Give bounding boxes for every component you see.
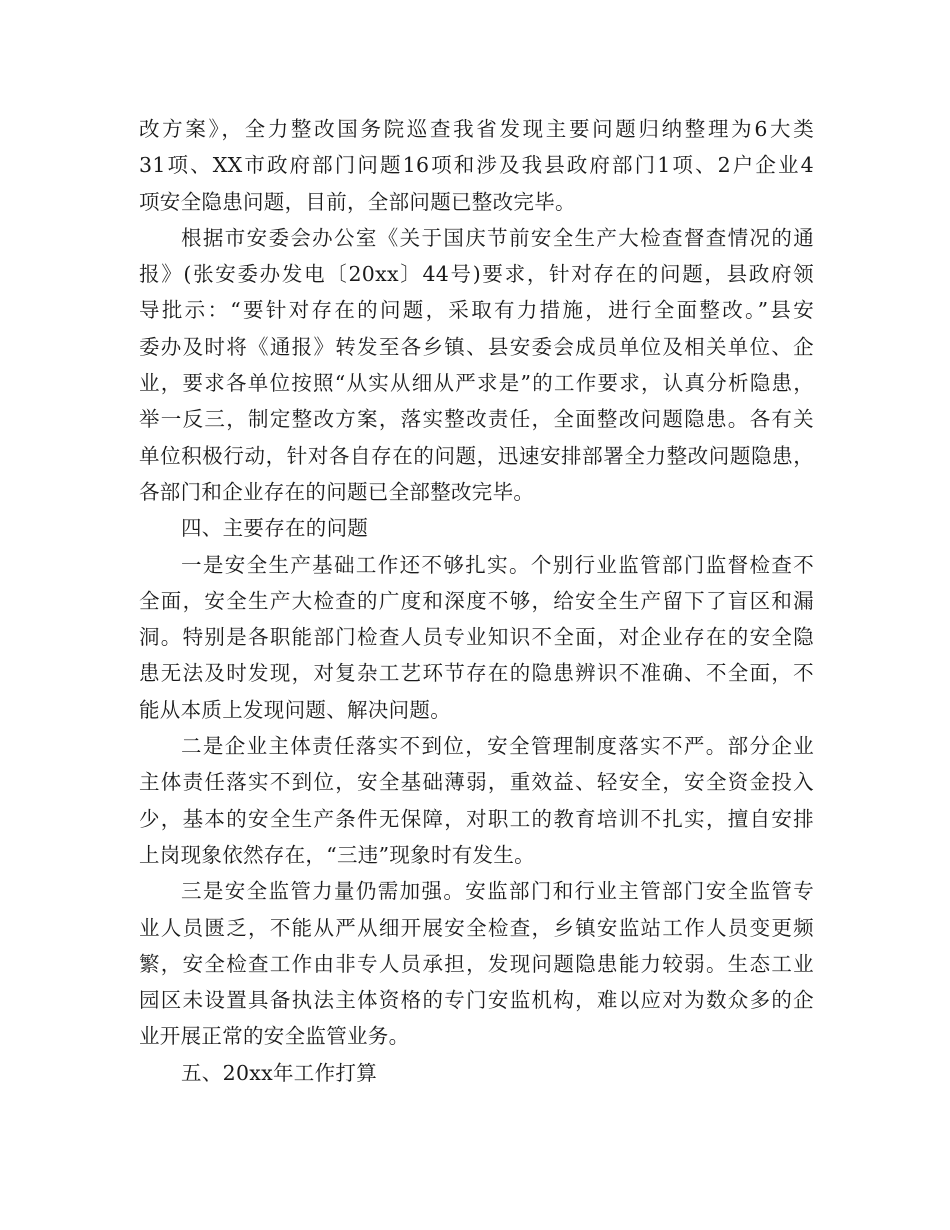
text-line-17: 能从本质上发现问题、解决问题。 <box>139 697 451 722</box>
text-line-20: 少，基本的安全生产条件无保障，对职工的教育培训不扎实，擅自安排 <box>139 806 814 831</box>
text-line-10: 单位积极行动，针对各自存在的问题，迅速安排部署全力整改问题隐患， <box>139 443 814 468</box>
text-line-7: 委办及时将《通报》转发至各乡镇、县安委会成员单位及相关单位、企 <box>139 334 814 359</box>
text-line-5: 报》(张安委办发电〔20xx〕44号)要求，针对存在的问题，县政府领 <box>139 262 814 287</box>
text-line-11: 各部门和企业存在的问题已全部整改完毕。 <box>139 479 535 504</box>
section-heading-5: 五、20xx年工作打算 <box>181 1060 378 1085</box>
text-line-21: 上岗现象依然存在，“三违”现象时有发生。 <box>139 842 535 867</box>
text-line-1: 改方案》，全力整改国务院巡查我省发现主要问题归纳整理为6大类 <box>139 117 814 141</box>
paragraph-start-issue-2: 二是企业主体责任落实不到位，安全管理制度落实不严。部分企业 <box>181 734 814 759</box>
document-page <box>139 111 814 1091</box>
text-line-15: 洞。特别是各职能部门检查人员专业知识不全面，对企业存在的安全隐 <box>139 625 814 650</box>
text-line-24: 繁，安全检查工作由非专人员承担，发现问题隐患能力较弱。生态工业 <box>139 951 814 976</box>
text-line-25: 园区未设置具备执法主体资格的专门安监机构，难以应对为数众多的企 <box>139 988 814 1013</box>
text-line-3: 项安全隐患问题，目前，全部问题已整改完毕。 <box>139 189 576 214</box>
text-line-19: 主体责任落实不到位，安全基础薄弱，重效益、轻安全，安全资金投入 <box>139 770 814 795</box>
text-line-26: 业开展正常的安全监管业务。 <box>139 1024 410 1049</box>
text-line-2: 31项、XX市政府部门问题16项和涉及我县政府部门1项、2户企业4 <box>139 153 814 178</box>
text-line-16: 患无法及时发现，对复杂工艺环节存在的隐患辨识不准确、不全面，不 <box>139 661 814 686</box>
text-line-14: 全面，安全生产大检查的广度和深度不够，给安全生产留下了盲区和漏 <box>139 588 814 613</box>
paragraph-start-issue-1: 一是安全生产基础工作还不够扎实。个别行业监管部门监督检查不 <box>181 552 814 577</box>
section-heading-4: 四、主要存在的问题 <box>181 516 369 541</box>
text-line-23: 业人员匮乏，不能从严从细开展安全检查，乡镇安监站工作人员变更频 <box>139 915 814 940</box>
text-line-9: 举一反三，制定整改方案，落实整改责任，全面整改问题隐患。各有关 <box>139 407 814 432</box>
text-line-8: 业，要求各单位按照“从实从细从严求是”的工作要求，认真分析隐患， <box>139 371 814 396</box>
paragraph-start-issue-3: 三是安全监管力量仍需加强。安监部门和行业主管部门安全监管专 <box>181 879 814 904</box>
paragraph-start-notice: 根据市安委会办公室《关于国庆节前安全生产大检查督查情况的通 <box>181 225 814 250</box>
text-line-6: 导批示：“要针对存在的问题，采取有力措施，进行全面整改。”县安 <box>139 298 814 323</box>
